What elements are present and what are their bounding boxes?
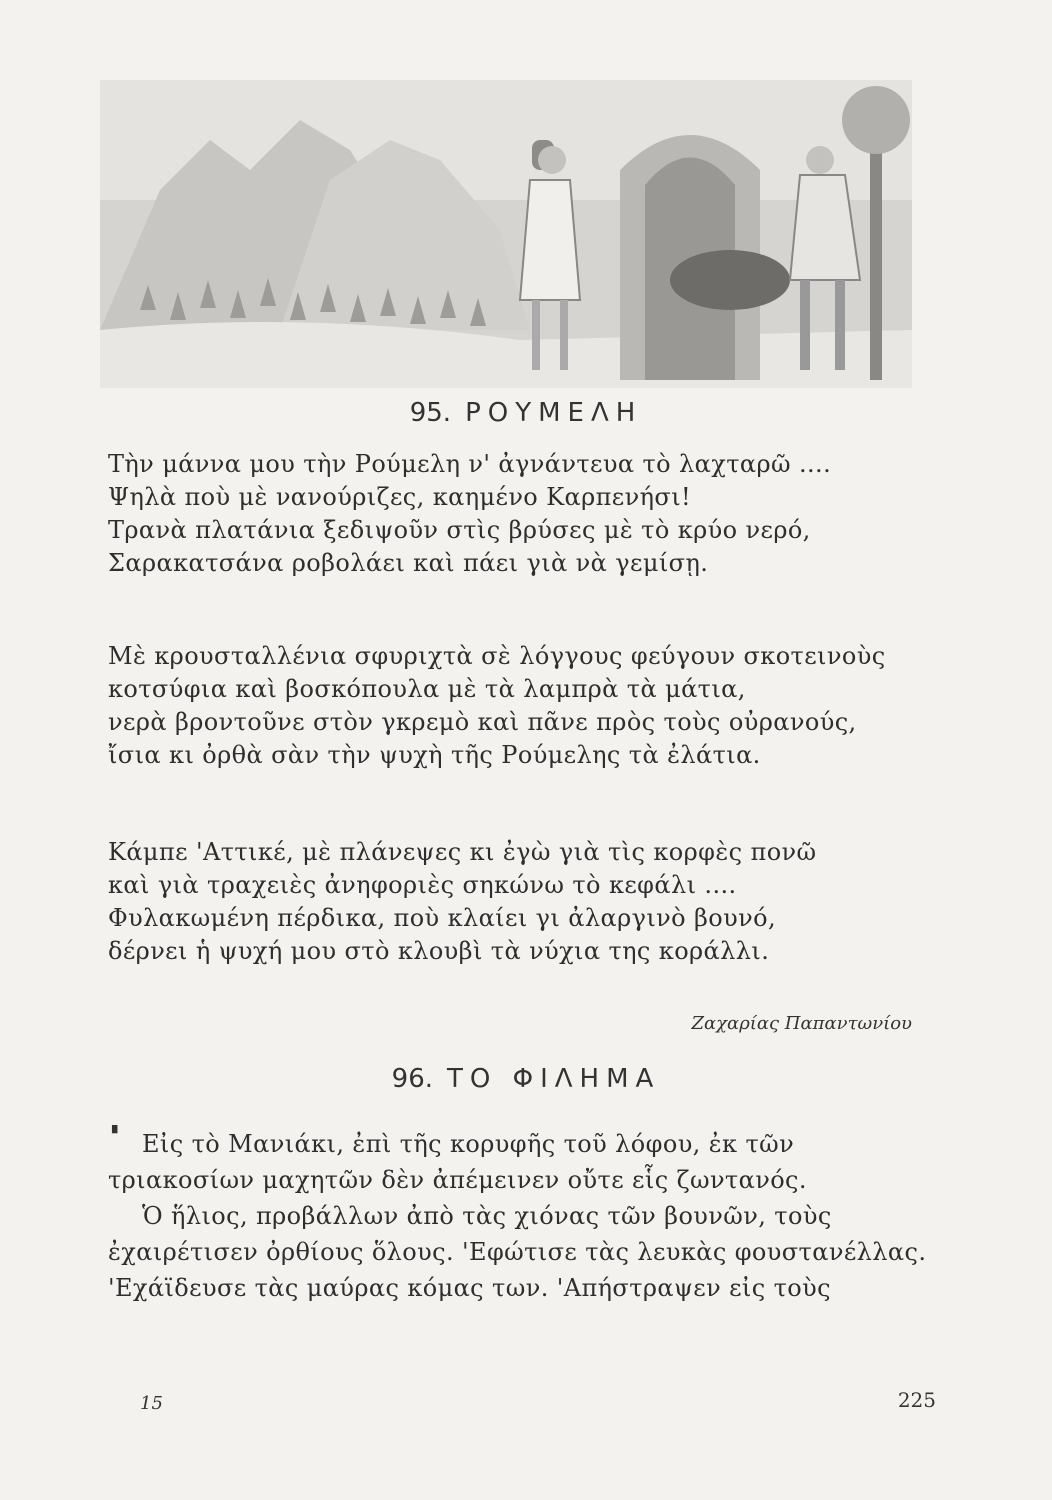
- poem-stanza-1: [108, 448, 938, 580]
- page-number: 225: [897, 1388, 936, 1412]
- poem-line: νερὰ βροντοῦνε στὸν γκρεμὸ καὶ πᾶνε πρὸς τοὺς οὐρανούς,: [108, 708, 857, 736]
- poem-author: Ζαχαρίας Παπαντωνίου: [691, 1013, 912, 1034]
- poem-line: Τρανὰ πλατάνια ξεδιψοῦν στὶς βρύσες μὲ τὸ κρύο νερό,: [108, 516, 811, 544]
- section-95-number: 95.: [409, 398, 452, 428]
- prose-line: 'Εχάϊδευσε τὰς μαύρας κόμας των. 'Απήστραψεν εἰς τοὺς: [108, 1274, 831, 1302]
- poem-line: Σαρακατσάνα ροβολάει καὶ πάει γιὰ νὰ γεμίσῃ.: [108, 549, 709, 577]
- poem-line: Ψηλὰ ποὺ μὲ νανούριζες, καημένο Καρπενήσι!: [108, 483, 692, 511]
- section-96-number: 96.: [391, 1064, 434, 1094]
- poem-line: Μὲ κρουσταλλένια σφυριχτὰ σὲ λόγγους φεύγουν σκοτεινοὺς: [108, 642, 886, 670]
- section-95-title: ΡΟΥΜΕΛΗ: [465, 398, 643, 428]
- prose-line: τριακοσίων μαχητῶν δὲν ἀπέμεινεν οὔτε εἷς ζωντανός.: [108, 1166, 807, 1194]
- poem-line: ἴσια κι ὀρθὰ σὰν τὴν ψυχὴ τῆς Ρούμελης τὰ ἐλάτια.: [108, 741, 761, 769]
- poem-stanza-3: [108, 836, 938, 968]
- poem-line: καὶ γιὰ τραχειὲς ἀνηφοριὲς σηκώνω τὸ κεφάλι ....: [108, 871, 737, 899]
- poem-line: Κάμπε 'Αττικέ, μὲ πλάνεψες κι ἐγὼ γιὰ τὶς κορφὲς πονῶ: [108, 838, 817, 866]
- section-96-text: [108, 1126, 938, 1306]
- section-96-heading: [0, 1064, 1052, 1094]
- ink-mark-icon: ▘: [112, 1126, 123, 1142]
- section-96-title: ΤΟ ΦΙΛΗΜΑ: [447, 1064, 661, 1094]
- poem-line: κοτσύφια καὶ βοσκόπουλα μὲ τὰ λαμπρὰ τὰ μάτια,: [108, 675, 746, 703]
- prose-line: Ὁ ἥλιος, προβάλλων ἀπὸ τὰς χιόνας τῶν βουνῶν, τοὺς: [142, 1202, 832, 1230]
- woodcut-illustration: [100, 80, 912, 388]
- poem-line: Τὴν μάννα μου τὴν Ρούμελη ν' ἀγνάντευα τὸ λαχταρῶ ....: [108, 450, 832, 478]
- poem-stanza-2: [108, 640, 938, 772]
- section-95-heading: [0, 398, 1052, 428]
- prose-line: ἐχαιρέτισεν ὀρθίους ὅλους. 'Εφώτισε τὰς λευκὰς φουστανέλλας.: [108, 1238, 927, 1266]
- prose-line: Εἰς τὸ Μανιάκι, ἐπὶ τῆς κορυφῆς τοῦ λόφου, ἐκ τῶν: [142, 1130, 795, 1158]
- mountain-village-woodcut: [100, 80, 912, 388]
- poem-line: δέρνει ἡ ψυχή μου στὸ κλουβὶ τὰ νύχια της κοράλλι.: [108, 937, 770, 965]
- signature-mark: 15: [140, 1393, 163, 1414]
- poem-line: Φυλακωμένη πέρδικα, ποὺ κλαίει γι ἀλαργινὸ βουνό,: [108, 904, 776, 932]
